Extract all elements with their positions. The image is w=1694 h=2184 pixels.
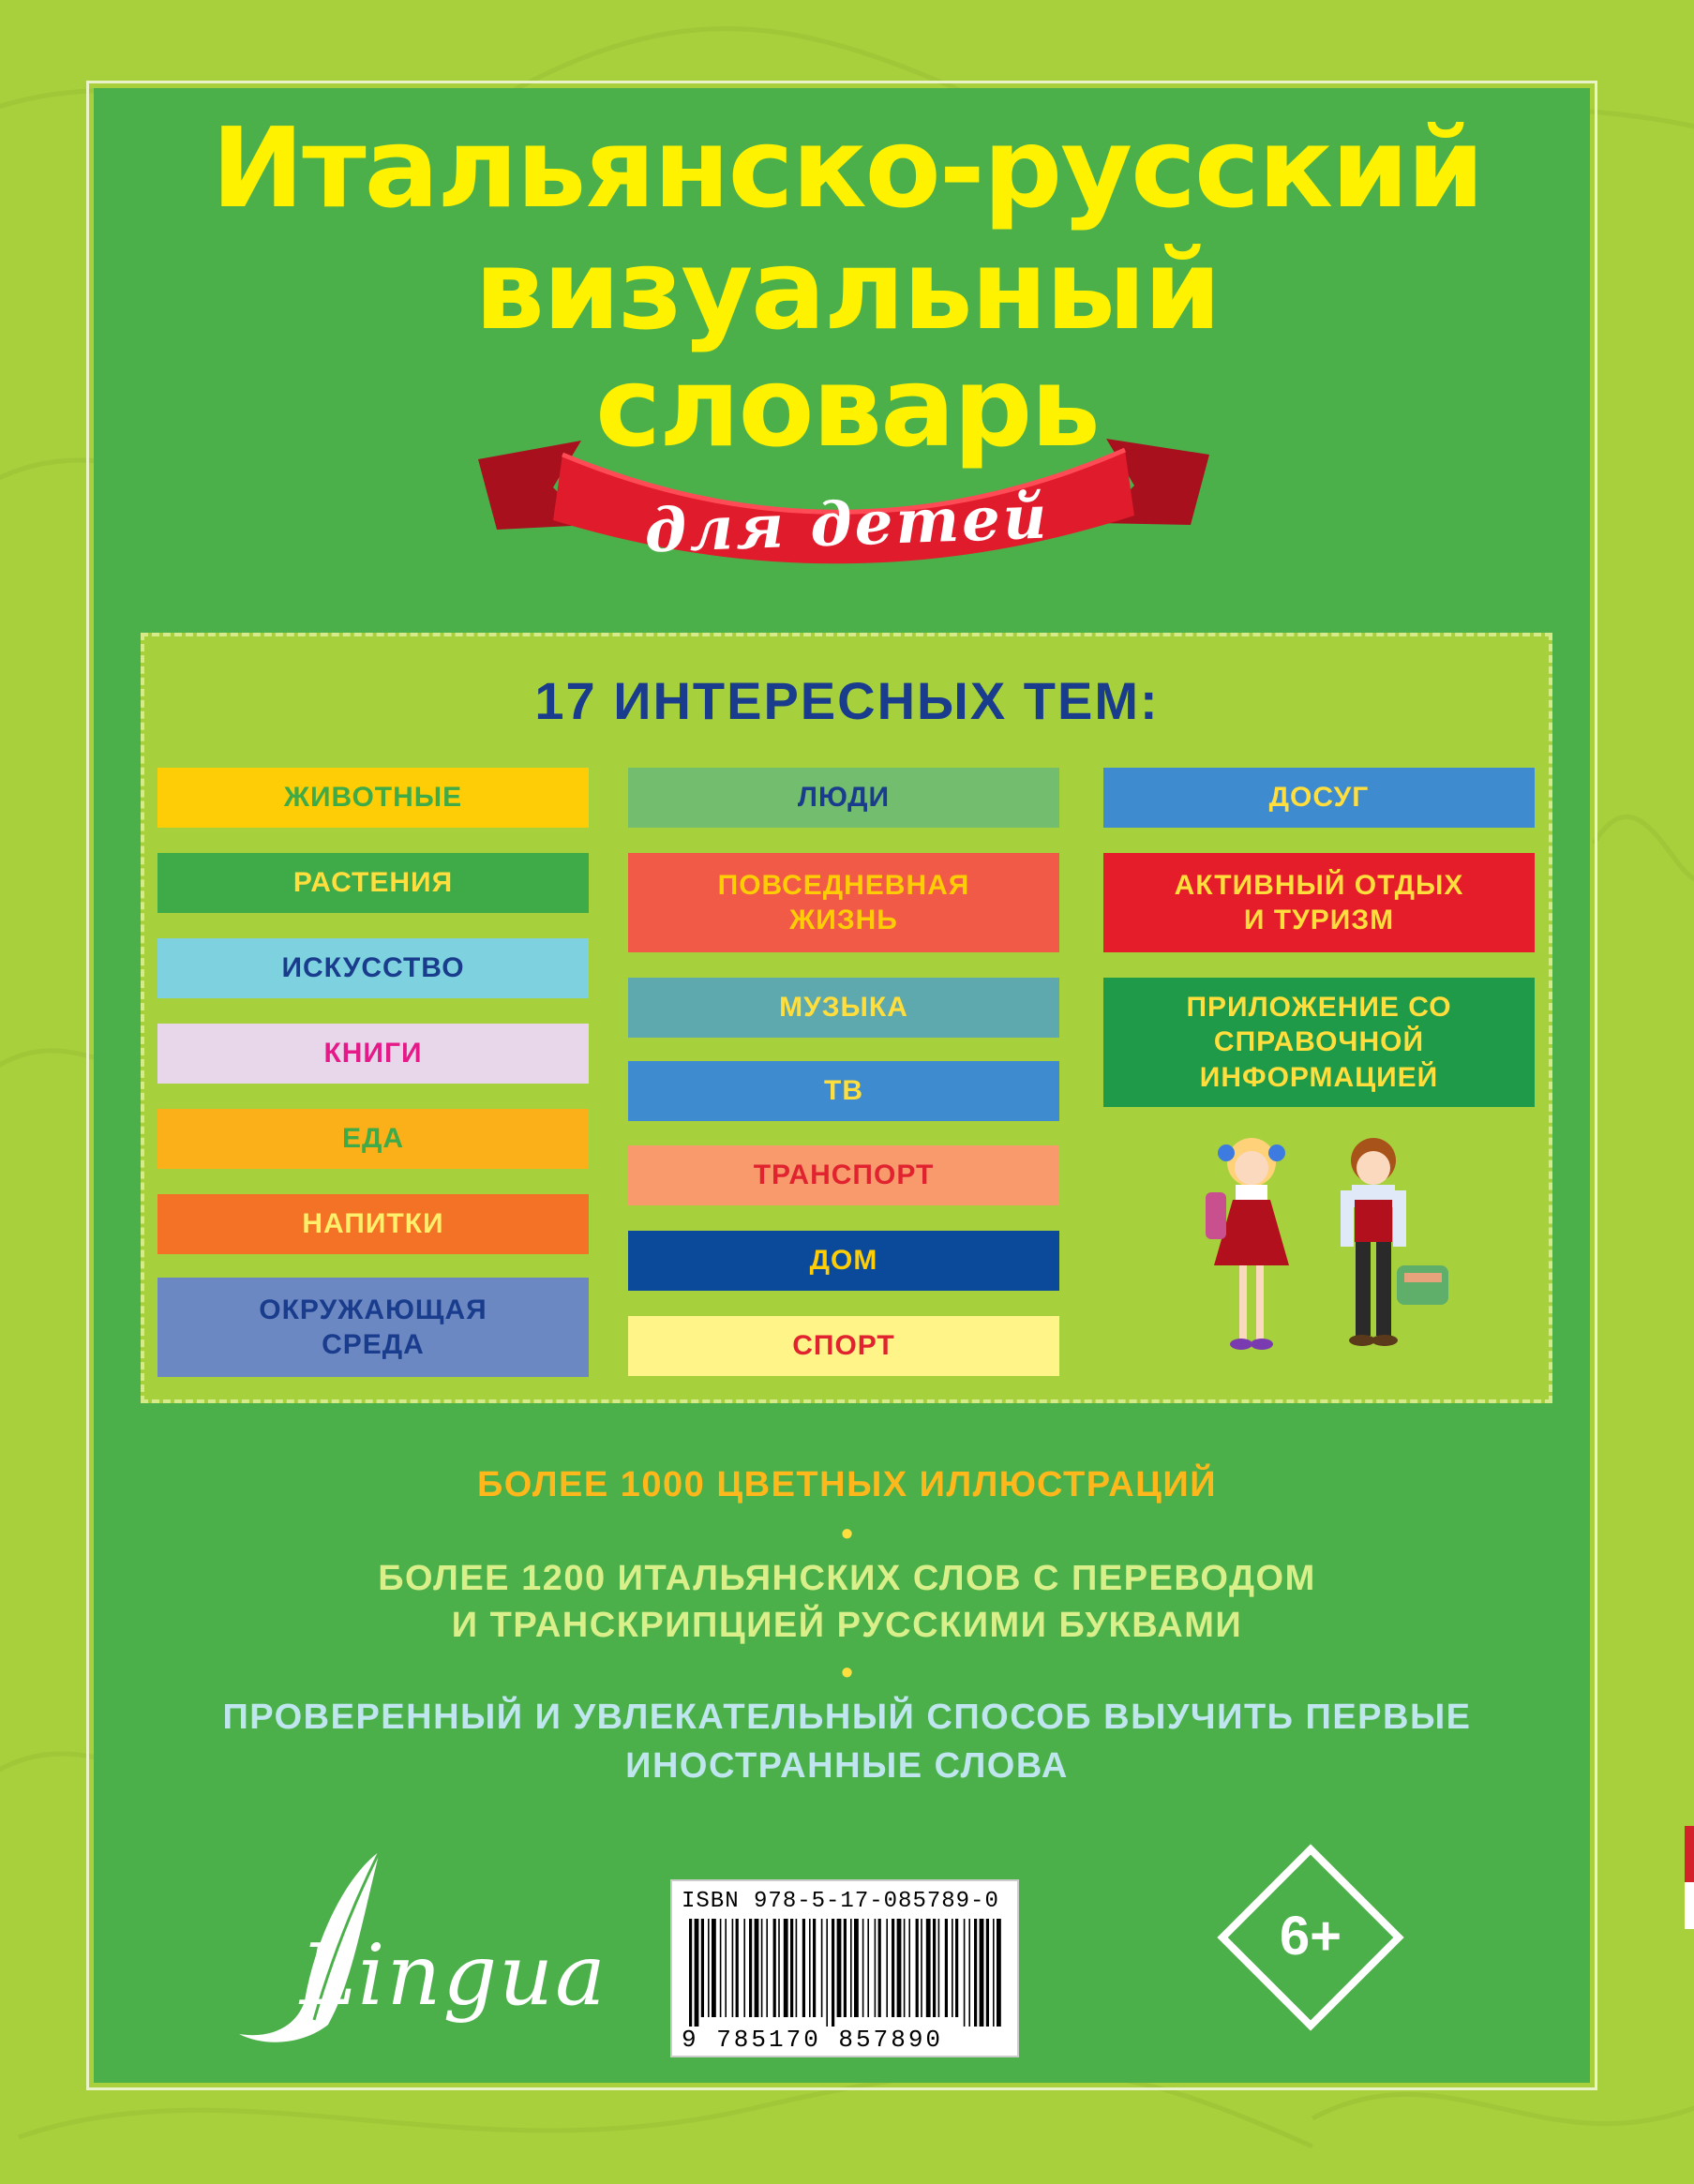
- topic-label: КНИГИ: [323, 1038, 423, 1070]
- barcode-bar: [773, 1919, 776, 2017]
- title-line-3: словарь: [595, 342, 1099, 471]
- feature-illustrations: БОЛЕЕ 1000 ЦВЕТНЫХ ИЛЛЮСТРАЦИЙ: [476, 1465, 1218, 1504]
- topic-label: АКТИВНЫЙ ОТДЫХ И ТУРИЗМ: [1174, 869, 1464, 935]
- separator-dot: •: [841, 1653, 853, 1691]
- topic-label: ЛЮДИ: [797, 782, 891, 814]
- barcode-bar: [916, 1919, 919, 2017]
- barcode-bar: [766, 1919, 768, 2017]
- barcode-bar: [850, 1919, 852, 2017]
- topic-tile: [1103, 853, 1535, 952]
- barcode-bar: [826, 1919, 828, 2027]
- barcode-bar: [964, 1919, 966, 2027]
- barcode-bar: [862, 1919, 864, 2017]
- barcode-bar: [986, 1919, 989, 2027]
- topic-tile: [628, 1316, 1059, 1376]
- topic-label: ДОМ: [809, 1245, 878, 1277]
- barcode-bar: [796, 1919, 798, 2017]
- topic-tile: [157, 853, 589, 913]
- topic-tile: [628, 978, 1059, 1038]
- topic-label: ТРАНСПОРТ: [753, 1159, 935, 1191]
- barcode-bar: [921, 1919, 922, 2017]
- topic-label: СПОРТ: [792, 1330, 895, 1362]
- topic-tile: [628, 768, 1059, 828]
- barcode-bar: [993, 1919, 995, 2027]
- barcode-bar: [755, 1919, 759, 2017]
- barcode-bar: [945, 1919, 948, 2017]
- barcode-bar: [892, 1919, 894, 2017]
- barcode-bar: [712, 1919, 716, 2017]
- topic-label: МУЗЫКА: [779, 992, 908, 1024]
- barcode-bar: [844, 1919, 847, 2017]
- topic-label: ЕДА: [341, 1123, 405, 1155]
- topic-tile: [628, 853, 1059, 952]
- barcode: [670, 1879, 1019, 2057]
- barcode-bar: [689, 1919, 692, 2027]
- barcode-bar: [725, 1919, 727, 2017]
- topic-label: ПОВСЕДНЕВНАЯ ЖИЗНЬ: [717, 869, 970, 935]
- barcode-bar: [938, 1919, 940, 2017]
- children-illustration: [1191, 1125, 1472, 1378]
- topic-label: ЖИВОТНЫЕ: [283, 782, 463, 814]
- topic-label: ДОСУГ: [1268, 782, 1370, 814]
- barcode-bar: [695, 1919, 699, 2027]
- barcode-bar: [908, 1919, 910, 2017]
- barcode-bar: [904, 1919, 906, 2017]
- topic-label: РАСТЕНИЯ: [292, 867, 454, 899]
- barcode-bar: [802, 1919, 805, 2017]
- barcode-bar: [809, 1919, 811, 2017]
- spine-edge-red: [1685, 1826, 1694, 1882]
- topic-label: ИСКУССТВО: [281, 952, 465, 984]
- barcode-bar: [821, 1919, 823, 2017]
- barcode-bar: [867, 1919, 869, 2017]
- barcode-bars: [682, 1919, 1010, 2027]
- barcode-bar: [926, 1919, 931, 2017]
- feature-method-line2: ИНОСТРАННЫЕ СЛОВА: [625, 1746, 1069, 1786]
- publisher-logo: Lingua: [300, 1926, 607, 2025]
- barcode-bar: [952, 1919, 953, 2017]
- barcode-bar: [968, 1919, 970, 2027]
- barcode-bar: [720, 1919, 722, 2017]
- barcode-bar: [955, 1919, 958, 2017]
- topic-tile: [1103, 978, 1535, 1107]
- topic-tile: [628, 1231, 1059, 1291]
- barcode-bar: [878, 1919, 881, 2017]
- separator-dot: •: [841, 1514, 853, 1552]
- barcode-bar: [997, 1919, 1001, 2027]
- topic-tile: [157, 768, 589, 828]
- title-line-1: Итальянско-русский: [211, 103, 1483, 232]
- barcode-bar: [813, 1919, 816, 2017]
- topic-label: ТВ: [824, 1075, 863, 1107]
- barcode-bar: [736, 1919, 739, 2017]
- topic-tile: [157, 1278, 589, 1377]
- barcode-bar: [886, 1919, 888, 2017]
- topic-tile: [1103, 768, 1535, 828]
- barcode-bar: [708, 1919, 710, 2017]
- age-rating: 6+: [1279, 1906, 1342, 1967]
- topic-label: ОКРУЖАЮЩАЯ СРЕДА: [259, 1294, 487, 1360]
- barcode-bar: [832, 1919, 834, 2027]
- barcode-bar: [701, 1919, 704, 2017]
- barcode-bar: [732, 1919, 734, 2017]
- barcode-bar: [875, 1919, 877, 2017]
- topic-tile: [157, 1109, 589, 1169]
- barcode-bar: [980, 1919, 984, 2027]
- topic-tile: [157, 1024, 589, 1084]
- barcode-bar: [778, 1919, 780, 2017]
- barcode-bar: [854, 1919, 859, 2017]
- ribbon-label: для детей: [643, 482, 1051, 567]
- feature-words-line1: БОЛЕЕ 1200 ИТАЛЬЯНСКИХ СЛОВ С ПЕРЕВОДОМ: [378, 1559, 1316, 1598]
- barcode-bar: [743, 1919, 745, 2017]
- barcode-bar: [790, 1919, 793, 2017]
- topic-tile: [157, 938, 589, 998]
- topic-label: НАПИТКИ: [302, 1208, 444, 1240]
- barcode-bar: [837, 1919, 842, 2017]
- feature-method-line1: ПРОВЕРЕННЫЙ И УВЛЕКАТЕЛЬНЫЙ СПОСОБ ВЫУЧИТЬ ПЕРВЫЕ: [222, 1698, 1472, 1737]
- topics-title: 17 ИНТЕРЕСНЫХ ТЕМ:: [534, 671, 1160, 730]
- barcode-number: 9 785170 857890: [682, 2026, 944, 2054]
- topic-tile: [628, 1145, 1059, 1205]
- barcode-bar: [974, 1919, 977, 2027]
- spine-edge-white: [1685, 1882, 1694, 1929]
- topic-tile: [628, 1061, 1059, 1121]
- barcode-bar: [784, 1919, 788, 2017]
- feature-words-line2: И ТРАНСКРИПЦИЕЙ РУССКИМИ БУКВАМИ: [451, 1606, 1243, 1645]
- topic-tile: [157, 1194, 589, 1254]
- barcode-bar: [749, 1919, 752, 2017]
- isbn-text: ISBN 978-5-17-085789-0: [682, 1889, 999, 1914]
- barcode-bar: [933, 1919, 936, 2017]
- barcode-bar: [761, 1919, 763, 2017]
- topic-label: ПРИЛОЖЕНИЕ СО СПРАВОЧНОЙ ИНФОРМАЦИЕЙ: [1186, 991, 1452, 1093]
- title-line-2: визуальный: [474, 225, 1220, 354]
- barcode-bar: [897, 1919, 902, 2017]
